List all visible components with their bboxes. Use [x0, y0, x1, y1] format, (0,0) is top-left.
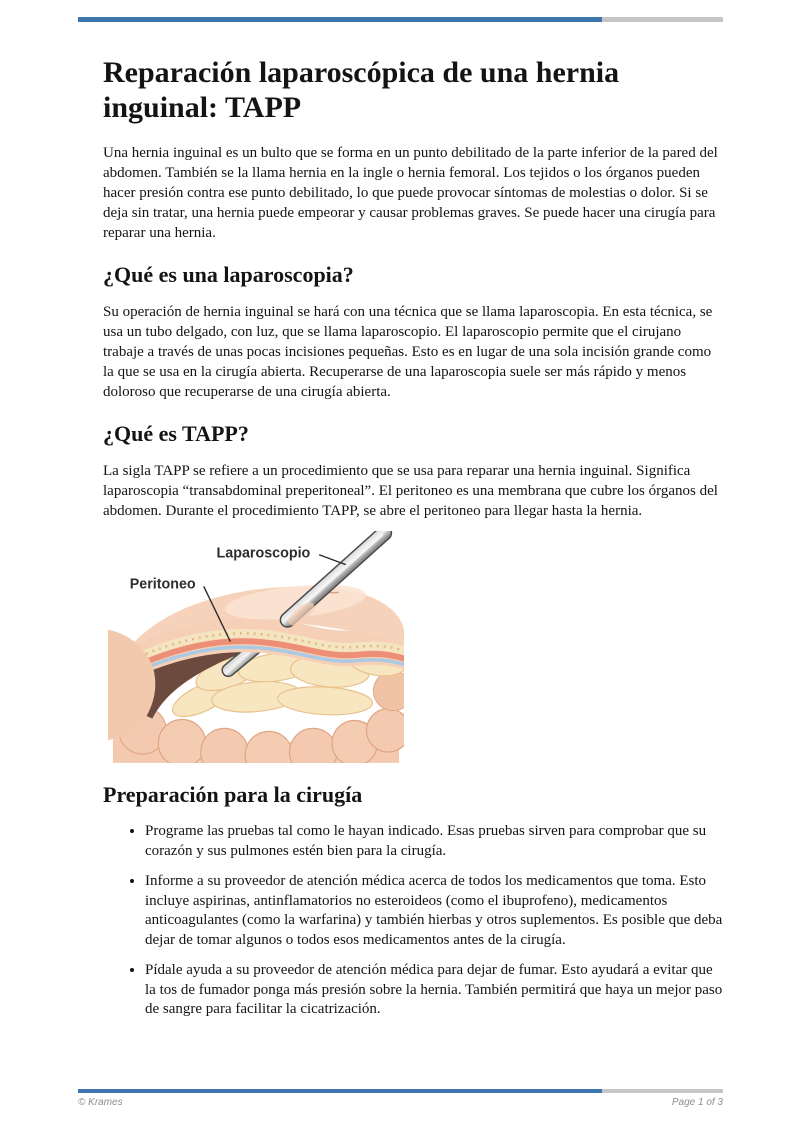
intro-paragraph: Una hernia inguinal es un bulto que se forma en un punto debilitado de la parte inferior de la pared del abdomen. También se la llama hernia en la ingle o hernia femoral. Los tejidos o los órganos pueden hacer presión contra ese punto debilitado, lo que puede provocar síntomas de molestias o dolor. Si se deja sin tratar, una hernia puede empeorar y causar problemas graves. Se puede hacer una cirugía para reparar una hernia.: [103, 145, 718, 241]
preparation-list: [103, 822, 723, 1020]
anatomy-figure-svg: [108, 531, 404, 763]
laparoscopy-anatomy-illustration: [108, 531, 404, 763]
footer-rule-blue-segment: [78, 1089, 602, 1093]
footer-rule: [78, 1089, 723, 1093]
page-title: Reparación laparoscópica de una hernia inguinal: TAPP: [103, 56, 620, 124]
laparoscope-leader-line: [319, 555, 346, 565]
page-footer: [78, 1097, 723, 1108]
laparoscopia-paragraph: Su operación de hernia inguinal se hará con una técnica que se llama laparoscopia. En esta técnica, se usa un tubo delgado, con luz, que se llama laparoscopio. El laparoscopio permite que el cirujano trabaje a través de unas pocas incisiones pequeñas. Esto es en lugar de una sola incisión grande como la que se usa en la cirugía abierta. Recuperarse de una laparoscopia suele ser más rápido y menos doloroso que recuperarse de una cirugía abierta.: [103, 304, 713, 400]
list-item-fumar: • Pídale ayuda a su proveedor de atención médica para dejar de fumar. Esto ayudará a evitar que la tos de fumador ponga más presión sobre la hernia. También permitirá que haya un mejor paso de sangre para facilitar la cicatrización.: [145, 961, 723, 1020]
copyright-text: © Krames: [78, 1097, 123, 1108]
figure-label-peritoneo: Peritoneo: [129, 576, 196, 593]
figure-label-laparoscopio: Laparoscopio: [216, 545, 311, 562]
page-number: Page 1 of 3: [671, 1097, 723, 1108]
section-heading-tapp: ¿Qué es TAPP?: [103, 421, 249, 446]
section-heading-preparacion: Preparación para la cirugía: [103, 782, 363, 807]
list-item-pruebas: • Programe las pruebas tal como le hayan indicado. Esas pruebas sirven para comprobar que su corazón y sus pulmones estén bien para la cirugía.: [145, 822, 723, 861]
section-heading-laparoscopia: ¿Qué es una laparoscopia?: [103, 262, 354, 287]
footer-rule-gray-segment: [602, 1089, 723, 1093]
list-item-medicamentos: • Informe a su proveedor de atención médica acerca de todos los medicamentos que toma. Esto incluye aspirinas, antinflamatorios no esteroideos (como el ibuprofeno), medicamentos anticoagulantes (como la warfarina) y también hierbas y otros suplementos. Es posible que deba dejar de tomar algunos o todos esos medicamentos antes de la cirugía.: [145, 872, 723, 950]
document-body: [103, 22, 723, 1031]
tapp-paragraph: La sigla TAPP se refiere a un procedimiento que se usa para reparar una hernia inguinal. Significa laparoscopia “transabdominal preperitoneal”. El peritoneo es una membrana que cubre los órganos del abdomen. Durante el procedimiento TAPP, se abre el peritoneo para llegar hasta la hernia.: [103, 463, 718, 519]
